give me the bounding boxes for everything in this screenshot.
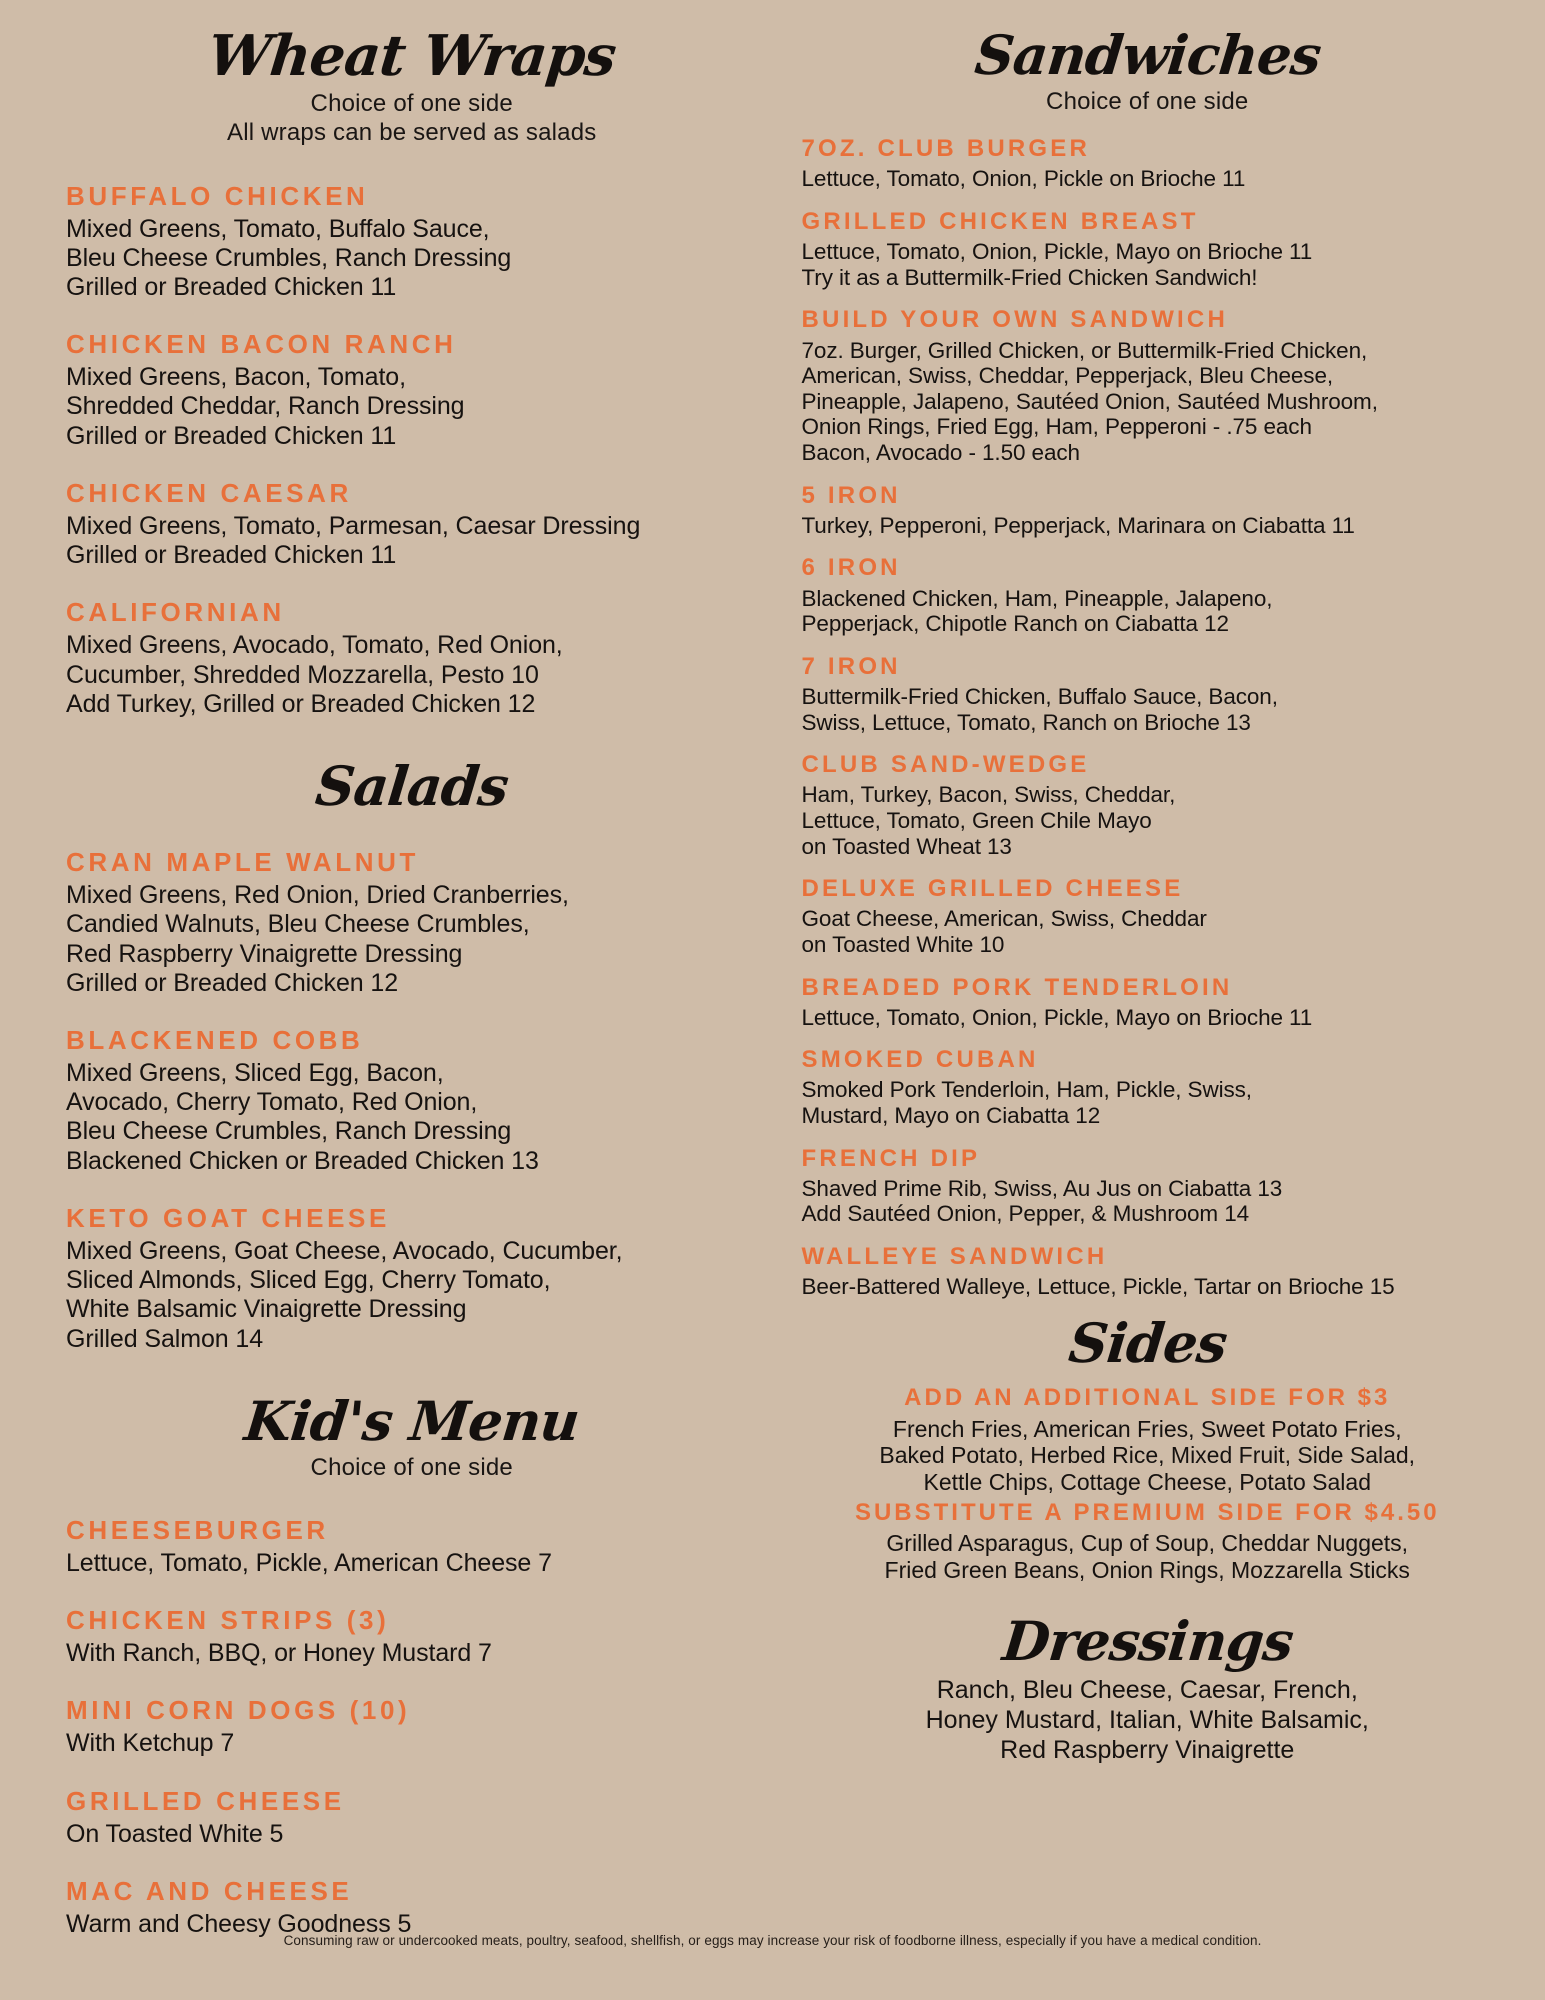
desc-line: Red Raspberry Vinaigrette Dressing <box>66 939 463 968</box>
desc-line: Goat Cheese, American, Swiss, Cheddar <box>801 906 1207 932</box>
desc-line: Mixed Greens, Goat Cheese, Avocado, Cucumber, <box>66 1236 623 1265</box>
section-title-salads: Salads <box>312 754 511 819</box>
desc-line: on Toasted Wheat 13 <box>801 833 1012 859</box>
desc-line: On Toasted White 5 <box>66 1819 284 1848</box>
menu-item <box>802 1142 1494 1227</box>
item-name: GRILLED CHICKEN BREAST <box>801 208 1199 236</box>
item-name: MINI CORN DOGS (10) <box>66 1695 411 1726</box>
menu-item <box>66 178 758 303</box>
item-name: WALLEYE SANDWICH <box>801 1242 1108 1270</box>
item-description <box>66 1549 758 1578</box>
sides-standard-heading: ADD AN ADDITIONAL SIDE FOR $3 <box>904 1383 1391 1411</box>
section-sides <box>802 1310 1494 1584</box>
item-description <box>66 1639 758 1668</box>
desc-line: Lettuce, Tomato, Onion, Pickle, Mayo on Brioche 11 <box>801 239 1313 265</box>
section-subtitle-kids-menu <box>66 1453 758 1482</box>
item-name: CLUB SAND-WEDGE <box>801 751 1090 779</box>
desc-line: Grilled or Breaded Chicken 11 <box>66 421 397 450</box>
desc-line: Candied Walnuts, Bleu Cheese Crumbles, <box>66 910 530 939</box>
menu-item <box>802 971 1494 1031</box>
menu-item <box>66 1022 758 1176</box>
sides-group-premium <box>802 1496 1494 1584</box>
menu-item <box>802 650 1494 735</box>
item-name: CHICKEN CAESAR <box>66 477 352 508</box>
section-salads <box>66 754 758 1354</box>
desc-line: With Ranch, BBQ, or Honey Mustard 7 <box>66 1639 492 1668</box>
desc-line: Pepperjack, Chipotle Ranch on Ciabatta 12 <box>801 611 1229 637</box>
menu-item <box>66 1692 758 1758</box>
desc-line: Mixed Greens, Sliced Egg, Bacon, <box>66 1058 444 1087</box>
item-name: 7OZ. CLUB BURGER <box>801 135 1091 163</box>
item-description <box>802 586 1494 637</box>
item-name: BUILD YOUR OWN SANDWICH <box>801 306 1228 334</box>
desc-line: Mixed Greens, Avocado, Tomato, Red Onion, <box>66 631 563 660</box>
sides-premium-heading: SUBSTITUTE A PREMIUM SIDE FOR $4.50 <box>854 1498 1440 1526</box>
section-title-wheat-wraps: Wheat Wraps <box>204 23 619 89</box>
dressings-list <box>802 1675 1494 1765</box>
sides-premium-list <box>802 1530 1494 1583</box>
desc-line: Mixed Greens, Red Onion, Dried Cranberries, <box>66 881 569 909</box>
subtitle-line: All wraps can be served as salads <box>227 119 597 147</box>
desc-line: Swiss, Lettuce, Tomato, Ranch on Brioche 13 <box>801 709 1251 735</box>
menu-item <box>802 303 1494 465</box>
section-title-sides: Sides <box>1065 1310 1230 1375</box>
desc-line: on Toasted White 10 <box>801 931 1005 957</box>
item-description <box>66 363 758 451</box>
desc-line: Lettuce, Tomato, Green Chile Mayo <box>801 807 1152 833</box>
section-subtitle-sandwiches <box>802 87 1494 116</box>
desc-line: White Balsamic Vinaigrette Dressing <box>66 1295 467 1324</box>
dressings-line: Honey Mustard, Italian, White Balsamic, <box>925 1705 1369 1734</box>
item-name: CHICKEN BACON RANCH <box>66 329 457 360</box>
menu-item <box>66 1783 758 1849</box>
sides-group-standard <box>802 1381 1494 1496</box>
item-name: CALIFORNIAN <box>66 597 285 628</box>
menu-item <box>802 872 1494 957</box>
menu-item <box>802 551 1494 636</box>
desc-line: Bleu Cheese Crumbles, Ranch Dressing <box>66 243 512 272</box>
desc-line: Turkey, Pepperoni, Pepperjack, Marinara on Ciabatta 11 <box>801 512 1355 538</box>
item-name: 6 IRON <box>801 554 901 582</box>
section-wheat-wraps <box>66 23 758 719</box>
item-description <box>66 881 758 998</box>
desc-line: Mustard, Mayo on Ciabatta 12 <box>801 1102 1101 1128</box>
item-name: CHEESEBURGER <box>66 1515 329 1546</box>
desc-line: Avocado, Cherry Tomato, Red Onion, <box>66 1088 478 1117</box>
desc-line: Pineapple, Jalapeno, Sautéed Onion, Sautéed Mushroom, <box>801 388 1378 414</box>
section-title-kids-menu: Kid's Menu <box>241 1388 582 1453</box>
desc-line: Beer-Battered Walleye, Lettuce, Pickle, Tartar on Brioche 15 <box>801 1274 1395 1300</box>
item-description <box>802 338 1494 466</box>
menu-item <box>66 594 758 719</box>
dressings-line: Red Raspberry Vinaigrette <box>1000 1735 1295 1764</box>
desc-line: Lettuce, Tomato, Pickle, American Cheese 7 <box>66 1549 552 1578</box>
menu-item <box>802 1240 1494 1300</box>
item-name: BUFFALO CHICKEN <box>66 180 369 211</box>
desc-line: Grilled or Breaded Chicken 12 <box>66 968 399 997</box>
item-description <box>66 631 758 719</box>
desc-line: Sliced Almonds, Sliced Egg, Cherry Tomato, <box>66 1266 551 1295</box>
item-name: BREADED PORK TENDERLOIN <box>801 973 1233 1001</box>
menu-item <box>66 1873 758 1939</box>
item-description <box>802 906 1494 957</box>
item-description <box>802 166 1494 192</box>
desc-line: Bleu Cheese Crumbles, Ranch Dressing <box>66 1117 512 1146</box>
sides-line: Fried Green Beans, Onion Rings, Mozzarella Sticks <box>884 1557 1410 1584</box>
sides-line: Grilled Asparagus, Cup of Soup, Cheddar Nuggets, <box>886 1530 1409 1557</box>
item-description <box>802 1274 1494 1300</box>
desc-line: Mixed Greens, Tomato, Parmesan, Caesar Dressing <box>66 511 641 540</box>
menu-item <box>66 1200 758 1354</box>
desc-line: Grilled Salmon 14 <box>66 1324 264 1353</box>
desc-line: Blackened Chicken, Ham, Pineapple, Jalapeno, <box>801 585 1273 611</box>
menu-item <box>66 326 758 451</box>
menu-item <box>66 475 758 570</box>
item-description <box>802 1005 1494 1031</box>
desc-line: Lettuce, Tomato, Onion, Pickle, Mayo on Brioche 11 <box>801 1004 1313 1030</box>
section-dressings <box>802 1608 1494 1765</box>
section-subtitle-wheat-wraps <box>66 89 758 148</box>
sides-line: Baked Potato, Herbed Rice, Mixed Fruit, Side Salad, <box>879 1442 1416 1469</box>
right-column <box>792 23 1494 1873</box>
item-description <box>802 782 1494 859</box>
sides-line: French Fries, American Fries, Sweet Potato Fries, <box>892 1415 1402 1442</box>
desc-line: With Ketchup 7 <box>66 1729 235 1758</box>
desc-line: Grilled or Breaded Chicken 11 <box>66 273 397 302</box>
desc-line: Blackened Chicken or Breaded Chicken 13 <box>66 1146 539 1175</box>
menu-item <box>802 132 1494 192</box>
footer-disclaimer: Consuming raw or undercooked meats, poultry, seafood, shellfish, or eggs may increase your risk of foodborne illness, especially if you have a medical condition. <box>283 1933 1262 1948</box>
item-name: CRAN MAPLE WALNUT <box>66 847 419 878</box>
item-name: KETO GOAT CHEESE <box>66 1202 390 1233</box>
menu-item <box>802 1043 1494 1128</box>
item-name: 5 IRON <box>801 481 901 509</box>
item-description <box>66 512 758 571</box>
desc-line: Buttermilk-Fried Chicken, Buffalo Sauce, Bacon, <box>801 683 1278 709</box>
desc-line: Shredded Cheddar, Ranch Dressing <box>66 392 465 421</box>
sides-line: Kettle Chips, Cottage Cheese, Potato Salad <box>923 1468 1371 1495</box>
item-name: BLACKENED COBB <box>66 1025 364 1055</box>
section-title-dressings: Dressings <box>999 1608 1296 1673</box>
menu-item <box>66 1602 758 1668</box>
item-name: 7 IRON <box>801 652 901 680</box>
item-name: MAC AND CHEESE <box>66 1875 353 1906</box>
item-description <box>66 1059 758 1176</box>
menu-item <box>66 844 758 998</box>
item-description <box>802 1077 1494 1128</box>
subtitle-line: Choice of one side <box>310 1453 513 1481</box>
desc-line: Mixed Greens, Tomato, Buffalo Sauce, <box>66 214 490 243</box>
item-description <box>802 1176 1494 1227</box>
section-kids-menu <box>66 1388 758 1939</box>
item-description <box>66 1729 758 1758</box>
section-sandwiches <box>801 23 1494 1300</box>
section-title-sandwiches: Sandwiches <box>971 23 1324 87</box>
desc-line: Cucumber, Shredded Mozzarella, Pesto 10 <box>66 660 539 689</box>
desc-line: Bacon, Avocado - 1.50 each <box>801 440 1080 466</box>
item-name: GRILLED CHEESE <box>66 1785 345 1816</box>
desc-line: American, Swiss, Cheddar, Pepperjack, Bleu Cheese, <box>801 363 1334 389</box>
item-description <box>66 1820 758 1849</box>
menu-item <box>66 1512 758 1578</box>
desc-line: Warm and Cheesy Goodness 5 <box>66 1909 412 1938</box>
item-description <box>802 684 1494 735</box>
desc-line: Smoked Pork Tenderloin, Ham, Pickle, Swiss, <box>801 1077 1252 1103</box>
sides-standard-list <box>802 1416 1494 1496</box>
item-name: SMOKED CUBAN <box>801 1046 1039 1074</box>
subtitle-line: Choice of one side <box>1046 88 1249 116</box>
item-description <box>802 513 1494 539</box>
desc-line: Ham, Turkey, Bacon, Swiss, Cheddar, <box>801 782 1176 808</box>
item-name: DELUXE GRILLED CHEESE <box>801 875 1184 903</box>
subtitle-line: Choice of one side <box>310 90 513 118</box>
item-description <box>66 215 758 303</box>
menu-item <box>802 479 1494 539</box>
desc-line: Mixed Greens, Bacon, Tomato, <box>66 363 406 392</box>
desc-line: Try it as a Buttermilk-Fried Chicken Sandwich! <box>801 264 1258 290</box>
dressings-line: Ranch, Bleu Cheese, Caesar, French, <box>936 1675 1358 1704</box>
desc-line: Add Turkey, Grilled or Breaded Chicken 12 <box>66 689 536 718</box>
left-column <box>52 23 758 1938</box>
desc-line: Grilled or Breaded Chicken 11 <box>66 541 397 570</box>
menu-columns <box>52 23 1493 1938</box>
desc-line: Lettuce, Tomato, Onion, Pickle on Brioche 11 <box>801 166 1246 192</box>
item-name: CHICKEN STRIPS (3) <box>66 1605 390 1636</box>
item-description <box>66 1237 758 1354</box>
desc-line: 7oz. Burger, Grilled Chicken, or Buttermilk-Fried Chicken, <box>801 337 1368 363</box>
menu-item <box>802 748 1494 859</box>
item-name: FRENCH DIP <box>801 1144 981 1172</box>
desc-line: Shaved Prime Rib, Swiss, Au Jus on Ciabatta 13 <box>801 1175 1283 1201</box>
desc-line: Onion Rings, Fried Egg, Ham, Pepperoni - .75 each <box>801 414 1312 440</box>
menu-item <box>802 205 1494 290</box>
item-description <box>802 239 1494 290</box>
desc-line: Add Sautéed Onion, Pepper, & Mushroom 14 <box>801 1201 1250 1227</box>
